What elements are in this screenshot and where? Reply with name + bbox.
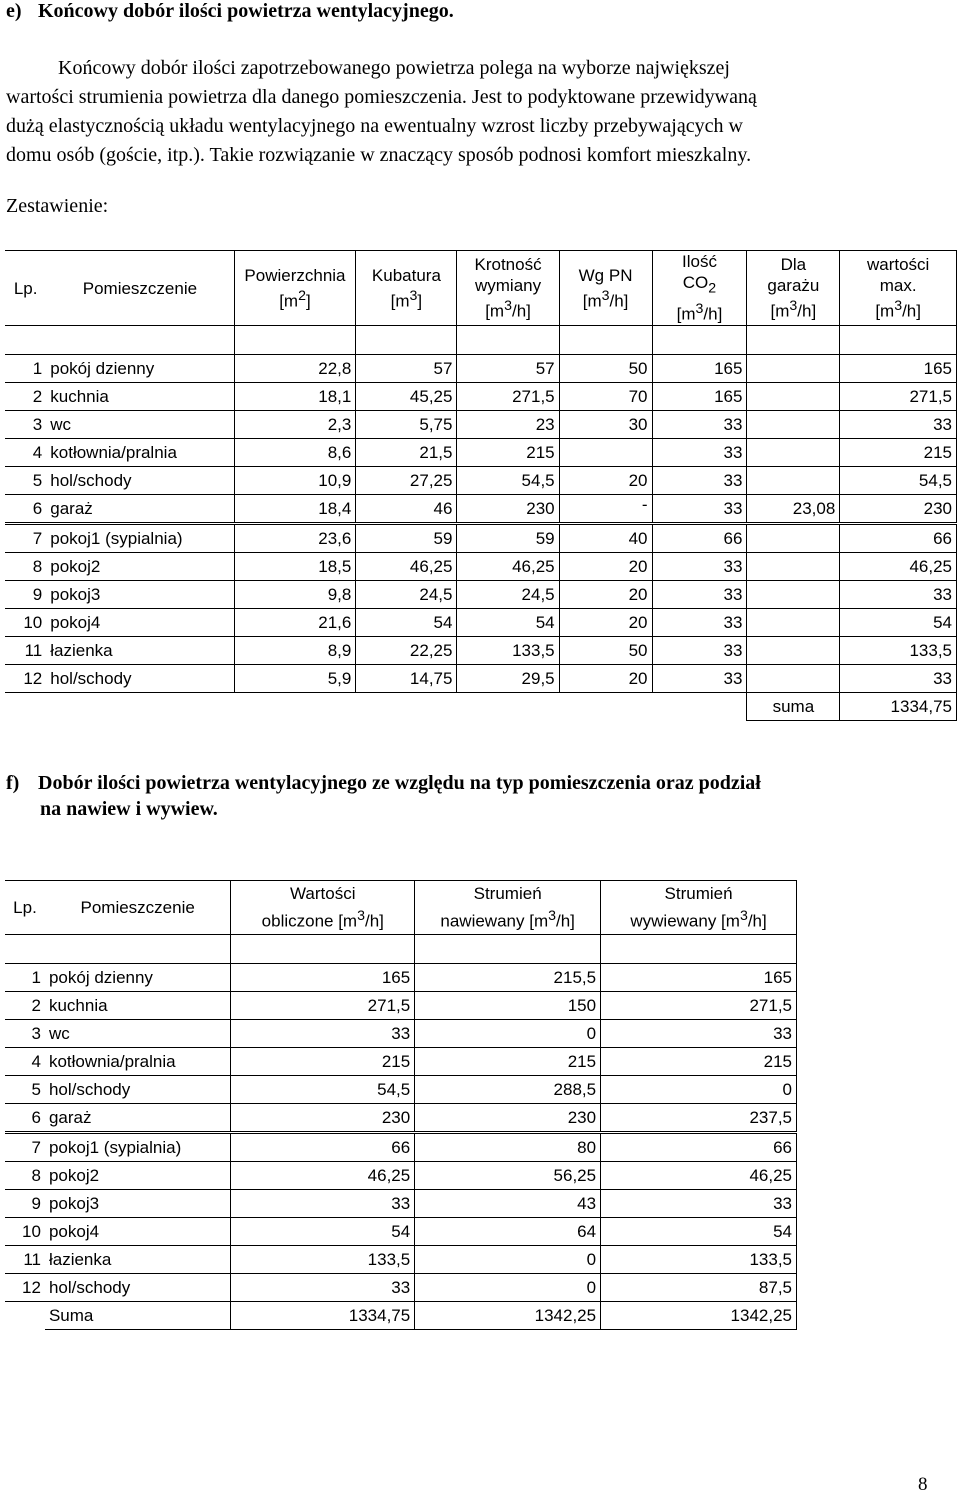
section-f-heading: f) Dobór ilości powietrza wentylacyjnego ze względu na typ pomieszczenia oraz podział na nawiew i wywiew. <box>6 772 761 820</box>
table-cell: 1 <box>5 355 46 383</box>
table-row <box>5 637 957 665</box>
table-cell <box>747 411 840 439</box>
room-name-cell: hol/schody <box>45 1076 231 1104</box>
table-cell: 33 <box>840 665 957 693</box>
sum-value: 1334,75 <box>840 693 957 721</box>
table-cell: 33 <box>652 581 747 609</box>
table-cell: 10 <box>5 609 46 637</box>
table-cell: 54 <box>457 609 559 637</box>
table-cell: 21,5 <box>356 439 457 467</box>
table-cell: 2 <box>5 383 46 411</box>
table-cell: 50 <box>559 355 652 383</box>
table-row <box>5 1020 797 1048</box>
header-garage: Dla garażu $[m^3/h]$ <box>747 251 840 326</box>
table-row <box>5 1133 797 1162</box>
room-name-cell: kuchnia <box>46 383 234 411</box>
table-cell: 66 <box>840 524 957 553</box>
table-cell: 8,6 <box>234 439 356 467</box>
table-cell: 133,5 <box>840 637 957 665</box>
table-cell: 46,25 <box>840 553 957 581</box>
table-row <box>5 1162 797 1190</box>
table-cell <box>747 524 840 553</box>
table-cell: 11 <box>5 637 46 665</box>
table-cell: 215 <box>840 439 957 467</box>
table-body <box>5 935 797 1330</box>
room-name-cell: pokoj2 <box>45 1162 231 1190</box>
table-cell <box>747 637 840 665</box>
table-cell: 20 <box>559 581 652 609</box>
table-row <box>5 467 957 495</box>
table-cell: 4 <box>5 1048 45 1076</box>
table-cell: - <box>559 495 652 524</box>
table-cell: 33 <box>231 1274 415 1302</box>
table-cell: 22,8 <box>234 355 356 383</box>
table-cell: 59 <box>457 524 559 553</box>
table-cell: 165 <box>231 964 415 992</box>
table-cell: 1 <box>5 964 45 992</box>
table-cell: 54,5 <box>231 1076 415 1104</box>
header-lp: Lp. <box>5 251 46 326</box>
table-cell: 33 <box>652 467 747 495</box>
table-cell: 7 <box>5 524 46 553</box>
table-cell: 165 <box>601 964 797 992</box>
table-cell: 8,9 <box>234 637 356 665</box>
table-cell: 23,08 <box>747 495 840 524</box>
table-cell: 43 <box>415 1190 601 1218</box>
table-cell: 54 <box>601 1218 797 1246</box>
header-supply: Strumień nawiewany $[m^3/h]$ <box>415 881 601 935</box>
table-cell: 133,5 <box>601 1246 797 1274</box>
table-cell: 33 <box>652 439 747 467</box>
table-cell: 33 <box>231 1020 415 1048</box>
room-name-cell: wc <box>45 1020 231 1048</box>
table-cell: 46,25 <box>457 553 559 581</box>
table-cell: 5,9 <box>234 665 356 693</box>
table-cell: 33 <box>652 553 747 581</box>
table-cell: 70 <box>559 383 652 411</box>
table-row <box>5 1190 797 1218</box>
table-row <box>5 1076 797 1104</box>
room-name-cell: pokoj3 <box>46 581 234 609</box>
table-cell: 18,1 <box>234 383 356 411</box>
table-cell: 165 <box>652 355 747 383</box>
table-cell: 18,4 <box>234 495 356 524</box>
table-cell: 3 <box>5 1020 45 1048</box>
table-cell: 2,3 <box>234 411 356 439</box>
table-cell <box>747 467 840 495</box>
supply-exhaust-table <box>5 880 797 1330</box>
table-cell: 133,5 <box>231 1246 415 1274</box>
table-cell: 4 <box>5 439 46 467</box>
table-cell: 40 <box>559 524 652 553</box>
table-cell: 46,25 <box>231 1162 415 1190</box>
table-cell: 24,5 <box>457 581 559 609</box>
header-volume: Kubatura $[m^3]$ <box>356 251 457 326</box>
table-cell: 1334,75 <box>231 1302 415 1330</box>
table-row <box>5 553 957 581</box>
table-cell: 230 <box>415 1104 601 1133</box>
table-cell: 165 <box>840 355 957 383</box>
table-cell: 54 <box>840 609 957 637</box>
table-cell: 56,25 <box>415 1162 601 1190</box>
table-cell: 27,25 <box>356 467 457 495</box>
table-cell <box>747 609 840 637</box>
table-cell <box>747 355 840 383</box>
page-number: 8 <box>918 1474 928 1495</box>
table-cell: 87,5 <box>601 1274 797 1302</box>
table-row <box>5 665 957 693</box>
table-cell: 24,5 <box>356 581 457 609</box>
room-name-cell: Suma <box>45 1302 231 1330</box>
room-name-cell: hol/schody <box>46 665 234 693</box>
table-cell <box>747 553 840 581</box>
table-cell: 66 <box>601 1133 797 1162</box>
table-cell: 5 <box>5 1076 45 1104</box>
table-cell: 33 <box>652 637 747 665</box>
table-cell: 2 <box>5 992 45 1020</box>
table-cell: 6 <box>5 495 46 524</box>
table-cell <box>747 439 840 467</box>
table-cell: 33 <box>840 411 957 439</box>
table-cell: 33 <box>652 665 747 693</box>
table-cell <box>747 665 840 693</box>
table-cell: 33 <box>601 1190 797 1218</box>
room-name-cell: garaż <box>46 495 234 524</box>
header-room: Pomieszczenie <box>46 251 234 326</box>
table-cell: 9 <box>5 581 46 609</box>
table-cell: 30 <box>559 411 652 439</box>
table-row <box>5 383 957 411</box>
table-cell: 7 <box>5 1133 45 1162</box>
table-cell: 5,75 <box>356 411 457 439</box>
table-cell: 57 <box>457 355 559 383</box>
table-cell <box>559 439 652 467</box>
room-name-cell: pokoj4 <box>45 1218 231 1246</box>
table-cell: 215 <box>457 439 559 467</box>
table-cell: 12 <box>5 1274 45 1302</box>
header-area: Powierzchnia $[m^2]$ <box>234 251 356 326</box>
table-cell: 33 <box>652 609 747 637</box>
table-header-row <box>5 881 797 935</box>
table-cell: 288,5 <box>415 1076 601 1104</box>
table-cell: 165 <box>652 383 747 411</box>
table-cell: 8 <box>5 553 46 581</box>
table-cell: 20 <box>559 665 652 693</box>
table-cell <box>747 581 840 609</box>
table-cell: 20 <box>559 553 652 581</box>
room-name-cell: wc <box>46 411 234 439</box>
table-cell: 271,5 <box>840 383 957 411</box>
table-cell <box>5 1302 45 1330</box>
table-cell: 20 <box>559 609 652 637</box>
table-cell: 18,5 <box>234 553 356 581</box>
summary-label: Zestawienie: <box>6 195 109 217</box>
room-name-cell: pokoj4 <box>46 609 234 637</box>
header-air-changes: Krotność wymiany $[m^3/h]$ <box>457 251 559 326</box>
table-cell: 54 <box>356 609 457 637</box>
table-body <box>5 326 957 721</box>
table-row <box>5 609 957 637</box>
room-name-cell: pokój dzienny <box>45 964 231 992</box>
room-name-cell: pokoj3 <box>45 1190 231 1218</box>
room-name-cell: pokój dzienny <box>46 355 234 383</box>
table-cell: 8 <box>5 1162 45 1190</box>
table-cell: 29,5 <box>457 665 559 693</box>
table-cell: 5 <box>5 467 46 495</box>
table-cell: 21,6 <box>234 609 356 637</box>
header-exhaust: Strumień wywiewany $[m^3/h]$ <box>601 881 797 935</box>
table-cell: 50 <box>559 637 652 665</box>
table-cell: 46 <box>356 495 457 524</box>
header-lp: Lp. <box>5 881 45 935</box>
table-cell: 20 <box>559 467 652 495</box>
table-row <box>5 1104 797 1133</box>
table-cell: 230 <box>231 1104 415 1133</box>
table-row <box>5 411 957 439</box>
sum-row <box>5 1302 797 1330</box>
table-cell: 54,5 <box>457 467 559 495</box>
room-name-cell: kuchnia <box>45 992 231 1020</box>
table-spacer-row <box>5 935 797 964</box>
sum-label: suma <box>747 693 840 721</box>
table-cell: 57 <box>356 355 457 383</box>
table-cell: 0 <box>415 1020 601 1048</box>
table-cell: 64 <box>415 1218 601 1246</box>
header-per-standard: Wg PN $[m^3/h]$ <box>559 251 652 326</box>
table-cell: 46,25 <box>356 553 457 581</box>
table-cell: 23 <box>457 411 559 439</box>
table-row <box>5 524 957 553</box>
table-cell: 80 <box>415 1133 601 1162</box>
table-row <box>5 581 957 609</box>
table-cell: 46,25 <box>601 1162 797 1190</box>
table-cell: 271,5 <box>601 992 797 1020</box>
room-name-cell: pokoj2 <box>46 553 234 581</box>
room-name-cell: kotłownia/pralnia <box>45 1048 231 1076</box>
table-cell: 23,6 <box>234 524 356 553</box>
table-cell: 66 <box>231 1133 415 1162</box>
table-row <box>5 439 957 467</box>
table-cell: 3 <box>5 411 46 439</box>
room-name-cell: hol/schody <box>45 1274 231 1302</box>
table-cell: 11 <box>5 1246 45 1274</box>
table-row <box>5 1246 797 1274</box>
table-cell: 33 <box>652 411 747 439</box>
table-cell: 215,5 <box>415 964 601 992</box>
table-cell: 237,5 <box>601 1104 797 1133</box>
header-room: Pomieszczenie <box>45 881 231 935</box>
room-name-cell: hol/schody <box>46 467 234 495</box>
table-cell: 150 <box>415 992 601 1020</box>
room-name-cell: kotłownia/pralnia <box>46 439 234 467</box>
table-cell: 33 <box>231 1190 415 1218</box>
table-cell: 0 <box>601 1076 797 1104</box>
table-row <box>5 355 957 383</box>
room-name-cell: łazienka <box>46 637 234 665</box>
table-cell <box>747 383 840 411</box>
room-name-cell: garaż <box>45 1104 231 1133</box>
table-header-row <box>5 251 957 326</box>
table-cell: 215 <box>415 1048 601 1076</box>
table-cell: 1342,25 <box>415 1302 601 1330</box>
table-cell: 45,25 <box>356 383 457 411</box>
header-calculated: Wartości obliczone $[m^3/h]$ <box>231 881 415 935</box>
table-cell: 230 <box>840 495 957 524</box>
table-cell: 10,9 <box>234 467 356 495</box>
table-cell: 6 <box>5 1104 45 1133</box>
table-cell: 33 <box>601 1020 797 1048</box>
table-row <box>5 964 797 992</box>
table-row <box>5 495 957 524</box>
room-name-cell: pokoj1 (sypialnia) <box>45 1133 231 1162</box>
table-cell: 1342,25 <box>601 1302 797 1330</box>
table-cell: 10 <box>5 1218 45 1246</box>
table-cell: 133,5 <box>457 637 559 665</box>
table-cell: 66 <box>652 524 747 553</box>
table-cell: 12 <box>5 665 46 693</box>
table-cell: 14,75 <box>356 665 457 693</box>
table-spacer-row <box>5 326 957 355</box>
room-name-cell: pokoj1 (sypialnia) <box>46 524 234 553</box>
table-cell: 215 <box>601 1048 797 1076</box>
table-row <box>5 1218 797 1246</box>
table-cell: 0 <box>415 1274 601 1302</box>
table-cell: 59 <box>356 524 457 553</box>
table-cell: 9 <box>5 1190 45 1218</box>
table-row <box>5 1274 797 1302</box>
table-cell: 230 <box>457 495 559 524</box>
table-cell: 33 <box>840 581 957 609</box>
table-cell: 271,5 <box>231 992 415 1020</box>
table-cell: 22,25 <box>356 637 457 665</box>
table-cell: 33 <box>652 495 747 524</box>
table-cell: 215 <box>231 1048 415 1076</box>
table-cell: 0 <box>415 1246 601 1274</box>
room-name-cell: łazienka <box>45 1246 231 1274</box>
table-row <box>5 992 797 1020</box>
header-co2: Ilość $CO_2$ $[m^3/h]$ <box>652 251 747 326</box>
table-row <box>5 1048 797 1076</box>
table-cell: 9,8 <box>234 581 356 609</box>
table-cell: 54,5 <box>840 467 957 495</box>
header-max-value: wartości max. $[m^3/h]$ <box>840 251 957 326</box>
table-cell: 271,5 <box>457 383 559 411</box>
section-e-heading: e) Końcowy dobór ilości powietrza wentylacyjnego. <box>6 0 454 22</box>
table-cell: 54 <box>231 1218 415 1246</box>
intro-paragraph: Końcowy dobór ilości zapotrzebowanego powietrza polega na wyborze największej wartości strumienia powietrza dla danego pomieszczenia. Jest to podyktowane przewidywaną dużą elastycznością układu wentylacyjnego na ewentualny wzrost liczby przebywających w domu osób (goście, itp.). Takie rozwiązanie w znaczący sposób podnosi komfort mieszkalny. <box>6 57 757 166</box>
airflow-summary-table <box>5 250 957 721</box>
sum-row <box>5 693 957 721</box>
